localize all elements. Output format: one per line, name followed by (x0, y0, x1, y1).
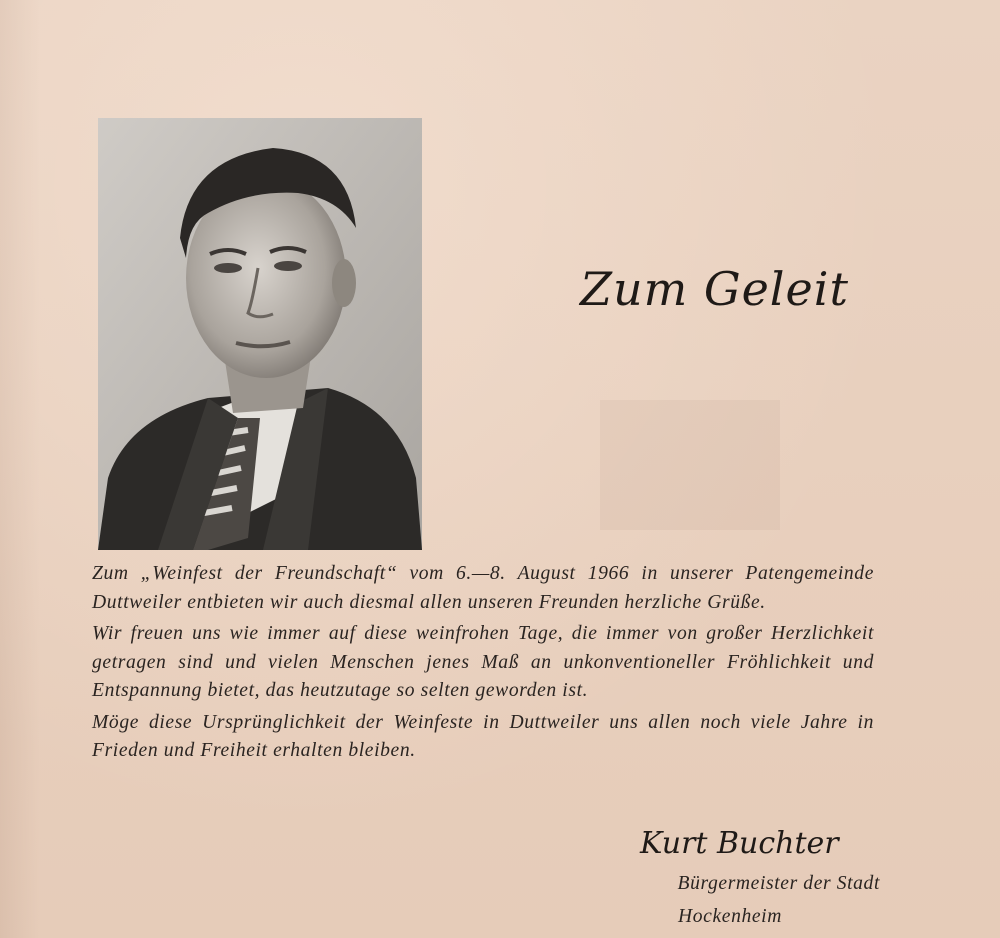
paragraph-1: Zum „Weinfest der Freundschaft“ vom 6.—8. August 1966 in unserer Patengemeinde Duttweiler entbieten wir auch diesmal allen unseren Freunden herzliche Grüße. (92, 563, 874, 613)
handwritten-signature: Kurt Buchter (640, 826, 839, 861)
paragraph-3: Möge diese Ursprünglichkeit der Weinfeste in Duttweiler uns allen noch viele Jahre in Frieden und Freiheit erhalten bleiben. (92, 711, 874, 761)
paragraph-2: Wir freuen uns wie immer auf diese weinfrohen Tage, die immer von großer Herzlichkeit getragen sind und vielen Menschen jenes Maß an unkonventioneller Fröhlichkeit und Entspannung bietet, das heutzutage so selten geworden ist. (92, 623, 874, 701)
page-heading: Zum Geleit (580, 262, 849, 316)
signatory-title: Bürgermeister der Stadt (677, 873, 880, 894)
portrait-photo (98, 118, 422, 550)
show-through-shadow (600, 400, 780, 530)
signatory-place: Hockenheim (678, 906, 782, 927)
letter-body (92, 560, 874, 769)
